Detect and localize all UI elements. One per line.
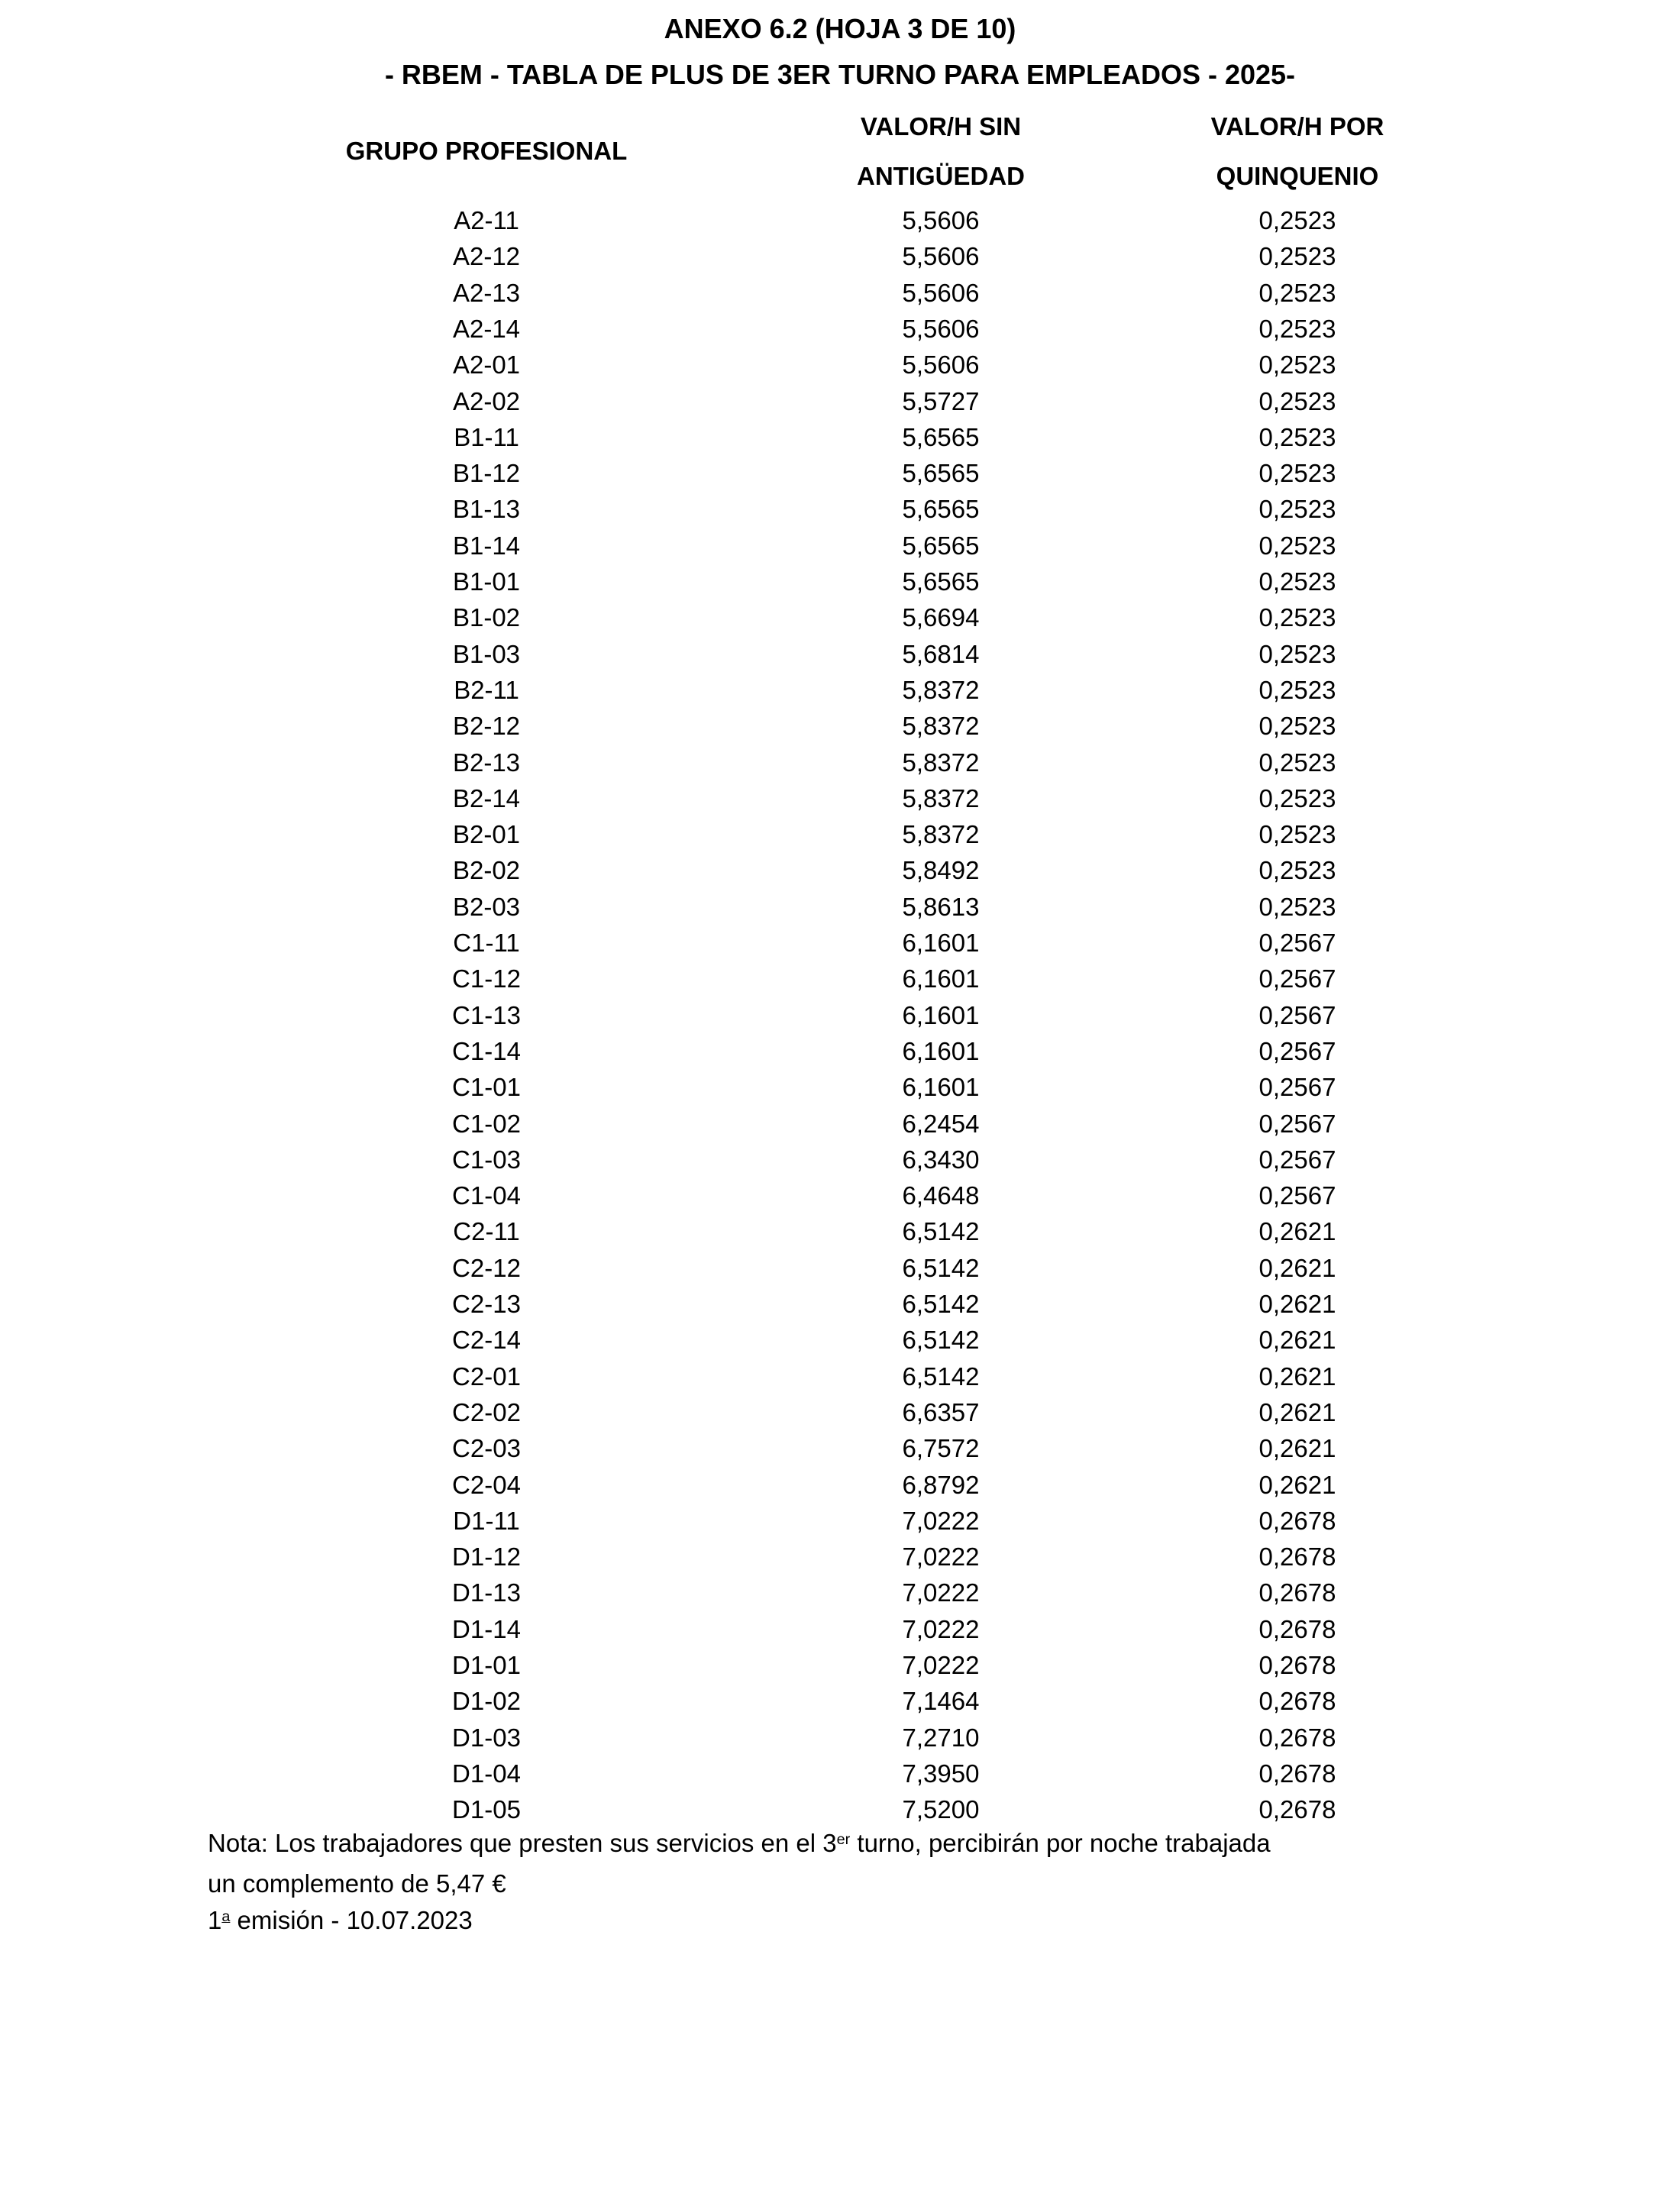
grupo-cell: B2-02 — [452, 856, 521, 885]
quinquenio-cell: 0,2567 — [1258, 1145, 1336, 1174]
quinquenio-cell: 0,2678 — [1258, 1614, 1336, 1643]
table-row — [0, 961, 1680, 997]
quinquenio-cell: 0,2523 — [1258, 892, 1336, 921]
grupo-cell: D1-04 — [452, 1759, 521, 1788]
quinquenio-cell: 0,2523 — [1258, 206, 1336, 234]
table-row — [0, 672, 1680, 709]
valor-sin-cell: 5,5606 — [902, 314, 980, 343]
grupo-cell: C1-13 — [452, 1000, 521, 1029]
grupo-cell: B1-01 — [452, 567, 521, 596]
grupo-cell: B2-13 — [452, 748, 521, 777]
quinquenio-cell: 0,2523 — [1258, 314, 1336, 343]
document-title: ANEXO 6.2 (HOJA 3 DE 10) — [664, 13, 1016, 44]
table-row — [0, 780, 1680, 817]
table-row — [0, 1575, 1680, 1611]
table-row — [0, 1177, 1680, 1214]
table-row — [0, 1430, 1680, 1467]
table-row — [0, 889, 1680, 926]
column-header-quinquenio-line2: QUINQUENIO — [1216, 162, 1379, 190]
valor-sin-cell: 6,1601 — [902, 1000, 980, 1029]
valor-sin-cell: 6,5142 — [902, 1290, 980, 1318]
table-row — [0, 1033, 1680, 1070]
column-header-quinquenio-line1: VALOR/H POR — [1210, 112, 1384, 141]
column-header-valor-sin-line2: ANTIGÜEDAD — [857, 162, 1025, 190]
table-row — [0, 1142, 1680, 1178]
quinquenio-cell: 0,2567 — [1258, 929, 1336, 957]
note-line-3 — [208, 1902, 1506, 1943]
quinquenio-cell: 0,2523 — [1258, 351, 1336, 380]
table-row — [0, 1322, 1680, 1358]
valor-sin-cell: 7,3950 — [902, 1759, 980, 1788]
valor-sin-cell: 5,5606 — [902, 278, 980, 307]
table-row — [0, 1611, 1680, 1648]
valor-sin-cell: 7,0222 — [902, 1543, 980, 1572]
quinquenio-cell: 0,2678 — [1258, 1506, 1336, 1535]
table-row — [0, 1467, 1680, 1504]
table-row — [0, 1791, 1680, 1828]
grupo-cell: D1-02 — [452, 1687, 521, 1716]
valor-sin-cell: 5,5606 — [902, 351, 980, 380]
quinquenio-cell: 0,2523 — [1258, 820, 1336, 849]
table-row — [0, 1069, 1680, 1106]
table-row — [0, 455, 1680, 492]
grupo-cell: B1-02 — [452, 603, 521, 632]
valor-sin-cell: 6,1601 — [902, 929, 980, 957]
quinquenio-cell: 0,2523 — [1258, 639, 1336, 668]
table-row — [0, 599, 1680, 636]
table-row — [0, 1213, 1680, 1250]
table-row — [0, 852, 1680, 889]
quinquenio-cell: 0,2678 — [1258, 1578, 1336, 1607]
grupo-cell: B1-12 — [452, 459, 521, 488]
quinquenio-cell: 0,2621 — [1258, 1470, 1336, 1499]
grupo-cell: C1-02 — [452, 1109, 521, 1138]
valor-sin-cell: 6,6357 — [902, 1397, 980, 1426]
valor-sin-cell: 7,0222 — [902, 1614, 980, 1643]
emission-number: 1 — [208, 1905, 222, 1934]
quinquenio-cell: 0,2621 — [1258, 1326, 1336, 1355]
table-row — [0, 708, 1680, 745]
quinquenio-cell: 0,2621 — [1258, 1253, 1336, 1282]
table-row — [0, 275, 1680, 312]
grupo-cell: D1-13 — [452, 1578, 521, 1607]
document-subtitle: - RBEM - TABLA DE PLUS DE 3ER TURNO PARA EMPLEADOS - 2025- — [384, 59, 1296, 90]
valor-sin-cell: 7,1464 — [902, 1687, 980, 1716]
grupo-cell: C2-14 — [452, 1326, 521, 1355]
grupo-cell: D1-05 — [452, 1795, 521, 1824]
table-row — [0, 1106, 1680, 1142]
grupo-cell: C1-14 — [452, 1036, 521, 1065]
table-row — [0, 1358, 1680, 1395]
table-row — [0, 1683, 1680, 1720]
grupo-cell: A2-01 — [452, 351, 521, 380]
column-header-valor-sin-line1: VALOR/H SIN — [860, 112, 1022, 141]
table-row — [0, 1503, 1680, 1539]
valor-sin-cell: 5,6565 — [902, 422, 980, 451]
note-line-1 — [208, 1825, 1506, 1866]
valor-sin-cell: 5,6565 — [902, 495, 980, 524]
valor-sin-cell: 7,5200 — [902, 1795, 980, 1824]
table-row — [0, 1286, 1680, 1323]
valor-sin-cell: 6,8792 — [902, 1470, 980, 1499]
valor-sin-cell: 5,6814 — [902, 639, 980, 668]
note — [208, 1825, 1506, 1943]
grupo-cell: C2-04 — [452, 1470, 521, 1499]
valor-sin-cell: 6,1601 — [902, 1073, 980, 1102]
quinquenio-cell: 0,2523 — [1258, 422, 1336, 451]
quinquenio-cell: 0,2523 — [1258, 278, 1336, 307]
quinquenio-cell: 0,2621 — [1258, 1217, 1336, 1246]
quinquenio-cell: 0,2678 — [1258, 1759, 1336, 1788]
grupo-cell: C2-03 — [452, 1434, 521, 1463]
quinquenio-cell: 0,2567 — [1258, 1000, 1336, 1029]
grupo-cell: C1-01 — [452, 1073, 521, 1102]
grupo-cell: D1-01 — [452, 1651, 521, 1679]
emission-date-text: emisión - 10.07.2023 — [230, 1905, 473, 1934]
grupo-cell: D1-11 — [453, 1506, 520, 1535]
grupo-cell: B1-03 — [452, 639, 521, 668]
quinquenio-cell: 0,2523 — [1258, 675, 1336, 704]
valor-sin-cell: 6,3430 — [902, 1145, 980, 1174]
valor-sin-cell: 5,8372 — [902, 820, 980, 849]
grupo-cell: C2-12 — [452, 1253, 521, 1282]
quinquenio-cell: 0,2567 — [1258, 1181, 1336, 1210]
grupo-cell: C1-11 — [453, 929, 520, 957]
table-row — [0, 1647, 1680, 1684]
grupo-cell: C2-01 — [452, 1362, 521, 1391]
quinquenio-cell: 0,2567 — [1258, 1036, 1336, 1065]
table-row — [0, 997, 1680, 1034]
table-row — [0, 925, 1680, 961]
valor-sin-cell: 6,5142 — [902, 1217, 980, 1246]
grupo-cell: C1-12 — [452, 964, 521, 993]
grupo-cell: B2-11 — [454, 675, 519, 704]
grupo-cell: C2-02 — [452, 1397, 521, 1426]
quinquenio-cell: 0,2523 — [1258, 712, 1336, 741]
grupo-cell: B2-12 — [452, 712, 521, 741]
valor-sin-cell: 5,8372 — [902, 748, 980, 777]
valor-sin-cell: 5,8613 — [902, 892, 980, 921]
grupo-cell: A2-02 — [452, 386, 521, 415]
note-line-1-suffix: turno, percibirán por noche trabajada — [850, 1829, 1271, 1857]
note-line-2: un complemento de 5,47 € — [208, 1869, 506, 1898]
quinquenio-cell: 0,2678 — [1258, 1687, 1336, 1716]
valor-sin-cell: 6,4648 — [902, 1181, 980, 1210]
quinquenio-cell: 0,2678 — [1258, 1543, 1336, 1572]
grupo-cell: D1-03 — [452, 1723, 521, 1752]
quinquenio-cell: 0,2523 — [1258, 567, 1336, 596]
quinquenio-cell: 0,2621 — [1258, 1290, 1336, 1318]
quinquenio-cell: 0,2523 — [1258, 531, 1336, 560]
table-row — [0, 238, 1680, 275]
valor-sin-cell: 5,5727 — [902, 386, 980, 415]
valor-sin-cell: 5,5606 — [902, 206, 980, 234]
table-row — [0, 419, 1680, 456]
grupo-cell: A2-13 — [452, 278, 521, 307]
grupo-cell: C2-13 — [452, 1290, 521, 1318]
grupo-cell: B2-14 — [452, 783, 521, 812]
valor-sin-cell: 6,1601 — [902, 1036, 980, 1065]
valor-sin-cell: 6,5142 — [902, 1362, 980, 1391]
table-row — [0, 347, 1680, 383]
quinquenio-cell: 0,2523 — [1258, 748, 1336, 777]
quinquenio-cell: 0,2523 — [1258, 603, 1336, 632]
valor-sin-cell: 5,6565 — [902, 459, 980, 488]
quinquenio-cell: 0,2567 — [1258, 1073, 1336, 1102]
quinquenio-cell: 0,2621 — [1258, 1434, 1336, 1463]
valor-sin-cell: 7,0222 — [902, 1506, 980, 1535]
grupo-cell: B2-01 — [452, 820, 521, 849]
valor-sin-cell: 6,7572 — [902, 1434, 980, 1463]
valor-sin-cell: 5,6565 — [902, 531, 980, 560]
ordinal-superscript-a: a — [221, 1908, 231, 1925]
valor-sin-cell: 5,5606 — [902, 242, 980, 271]
quinquenio-cell: 0,2523 — [1258, 856, 1336, 885]
grupo-cell: B2-03 — [452, 892, 521, 921]
quinquenio-cell: 0,2523 — [1258, 459, 1336, 488]
valor-sin-cell: 5,8492 — [902, 856, 980, 885]
quinquenio-cell: 0,2621 — [1258, 1362, 1336, 1391]
table-row — [0, 1756, 1680, 1792]
valor-sin-cell: 5,6565 — [902, 567, 980, 596]
quinquenio-cell: 0,2678 — [1258, 1651, 1336, 1679]
valor-sin-cell: 5,8372 — [902, 712, 980, 741]
table-row — [0, 745, 1680, 781]
grupo-cell: C1-04 — [452, 1181, 521, 1210]
quinquenio-cell: 0,2567 — [1258, 964, 1336, 993]
grupo-cell: A2-11 — [454, 206, 519, 234]
quinquenio-cell: 0,2621 — [1258, 1397, 1336, 1426]
grupo-cell: A2-14 — [452, 314, 521, 343]
quinquenio-cell: 0,2523 — [1258, 386, 1336, 415]
table-row — [0, 383, 1680, 420]
grupo-cell: A2-12 — [452, 242, 521, 271]
valor-sin-cell: 5,6694 — [902, 603, 980, 632]
superscript-er: er — [836, 1831, 851, 1849]
table-row — [0, 528, 1680, 564]
table-row — [0, 202, 1680, 239]
grupo-cell: B1-13 — [452, 495, 521, 524]
note-line-1-text: Nota: Los trabajadores que presten sus servicios en el 3 — [208, 1829, 837, 1857]
valor-sin-cell: 6,5142 — [902, 1326, 980, 1355]
table-row — [0, 816, 1680, 853]
table-row — [0, 1250, 1680, 1287]
grupo-cell: D1-14 — [452, 1614, 521, 1643]
grupo-cell: B1-11 — [454, 422, 519, 451]
table-row — [0, 1539, 1680, 1575]
table-row — [0, 564, 1680, 600]
valor-sin-cell: 5,8372 — [902, 783, 980, 812]
valor-sin-cell: 7,0222 — [902, 1651, 980, 1679]
valor-sin-cell: 6,5142 — [902, 1253, 980, 1282]
valor-sin-cell: 7,2710 — [902, 1723, 980, 1752]
quinquenio-cell: 0,2523 — [1258, 242, 1336, 271]
grupo-cell: B1-14 — [452, 531, 521, 560]
grupo-cell: C1-03 — [452, 1145, 521, 1174]
quinquenio-cell: 0,2523 — [1258, 783, 1336, 812]
table-row — [0, 1394, 1680, 1431]
quinquenio-cell: 0,2678 — [1258, 1795, 1336, 1824]
valor-sin-cell: 6,1601 — [902, 964, 980, 993]
quinquenio-cell: 0,2567 — [1258, 1109, 1336, 1138]
table-row — [0, 491, 1680, 528]
grupo-cell: C2-11 — [453, 1217, 520, 1246]
table-row — [0, 636, 1680, 673]
column-header-grupo-profesional: GRUPO PROFESIONAL — [345, 137, 628, 165]
table-row — [0, 1720, 1680, 1756]
table-row — [0, 311, 1680, 347]
valor-sin-cell: 5,8372 — [902, 675, 980, 704]
valor-sin-cell: 7,0222 — [902, 1578, 980, 1607]
valor-sin-cell: 6,2454 — [902, 1109, 980, 1138]
quinquenio-cell: 0,2678 — [1258, 1723, 1336, 1752]
grupo-cell: D1-12 — [452, 1543, 521, 1572]
quinquenio-cell: 0,2523 — [1258, 495, 1336, 524]
